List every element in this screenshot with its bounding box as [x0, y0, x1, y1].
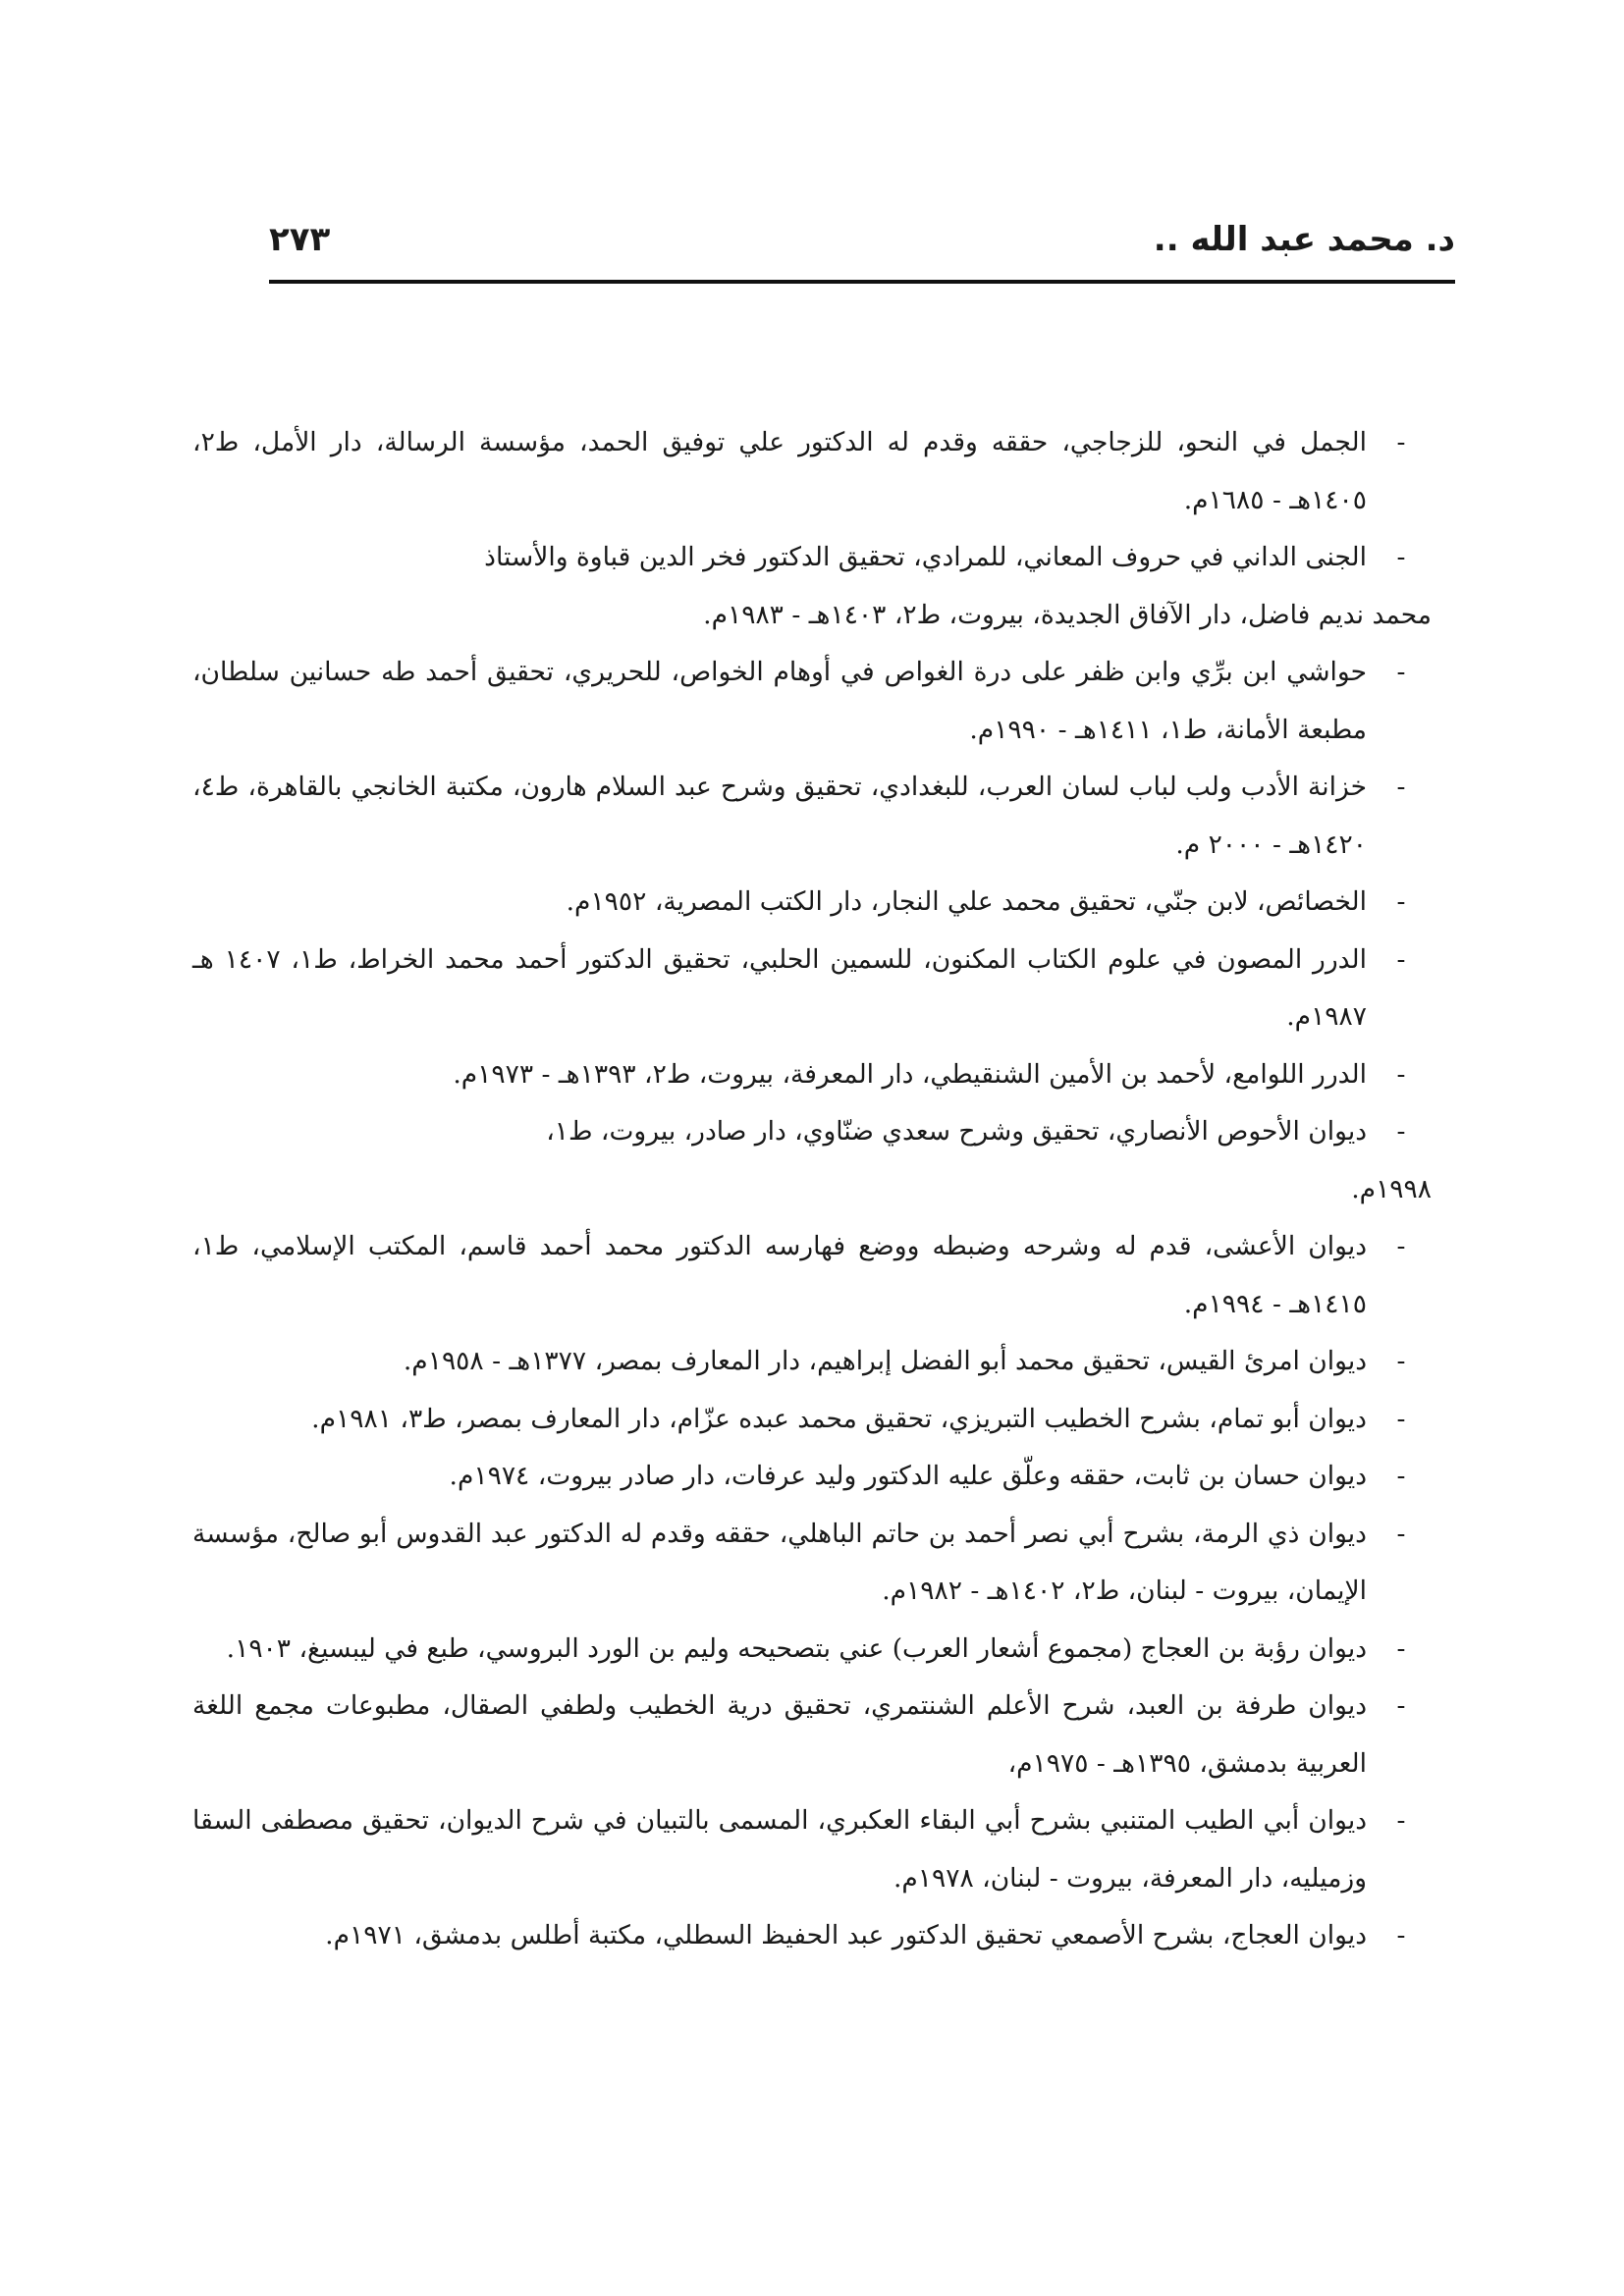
list-dash: -	[1396, 1116, 1406, 1147]
list-dash: -	[1396, 943, 1406, 975]
list-dash: -	[1396, 542, 1406, 572]
reference-text: ديوان حسان بن ثابت، حققه وعلّق عليه الدكتور وليد عرفات، دار صادر بيروت، ١٩٧٤م.	[449, 1461, 1367, 1491]
list-dash: -	[1396, 1690, 1406, 1721]
reference-text: ديوان أبي الطيب المتنبي بشرح أبي البقاء العكبري، المسمى بالتبيان في شرح الديوان، تحقيق مصطفى السقا وزميليه، دار المعرفة، بيروت - لبنان، ١٩٧٨م.	[192, 1805, 1367, 1894]
list-item	[192, 1678, 1428, 1792]
reference-text: الدرر اللوامع، لأحمد بن الأمين الشنقيطي، دار المعرفة، بيروت، ط٢، ١٣٩٣هـ - ١٩٧٣م.	[453, 1058, 1367, 1090]
list-item	[192, 932, 1428, 1046]
list-item	[192, 1046, 1428, 1104]
list-item	[192, 1333, 1428, 1391]
page-number: ٢٧٣	[269, 220, 331, 259]
reference-text: ديوان رؤبة بن العجاج (مجموع أشعار العرب) عني بتصحيحه وليم بن الورد البروسي، طبع في ليبسيغ، ١٩٠٣.	[226, 1632, 1367, 1664]
list-item	[192, 874, 1428, 932]
list-dash: -	[1396, 1632, 1406, 1664]
reference-list	[192, 414, 1432, 1965]
list-item	[192, 414, 1428, 529]
reference-text: خزانة الأدب ولب لباب لسان العرب، للبغدادي، تحقيق وشرح عبد السلام هارون، مكتبة الخانجي بالقاهرة، ط٤، ١٤٢٠هـ - ٢٠٠٠ م.	[192, 772, 1367, 860]
list-dash: -	[1396, 772, 1406, 802]
list-item	[192, 1621, 1428, 1679]
list-item	[192, 759, 1428, 874]
list-dash: -	[1396, 427, 1406, 457]
list-dash: -	[1396, 657, 1406, 687]
list-dash: -	[1396, 1805, 1406, 1836]
reference-text: ديوان العجاج، بشرح الأصمعي تحقيق الدكتور عبد الحفيظ السطلي، مكتبة أطلس بدمشق، ١٩٧١م.	[325, 1920, 1367, 1950]
reference-text: حواشي ابن برِّي وابن ظفر على درة الغواص في أوهام الخواص، للحريري، تحقيق أحمد طه حسانين سلطان، مطبعة الأمانة، ط١، ١٤١١هـ - ١٩٩٠م.	[192, 657, 1367, 745]
list-item	[192, 1218, 1428, 1333]
reference-text: ديوان امرئ القيس، تحقيق محمد أبو الفضل إبراهيم، دار المعارف بمصر، ١٣٧٧هـ - ١٩٥٨م.	[403, 1346, 1367, 1376]
list-item	[192, 1907, 1428, 1965]
header-author: د. محمد عبد الله ..	[1153, 220, 1455, 259]
list-dash: -	[1396, 886, 1406, 917]
list-item	[192, 1103, 1428, 1161]
reference-continuation: ١٩٩٨م.	[1351, 1173, 1432, 1204]
list-dash: -	[1396, 1461, 1406, 1491]
list-dash: -	[1396, 1231, 1406, 1261]
list-item	[192, 1448, 1428, 1506]
reference-continuation: محمد نديم فاضل، دار الآفاق الجديدة، بيروت، ط٢، ١٤٠٣هـ - ١٩٨٣م.	[703, 599, 1432, 630]
reference-text: ديوان أبو تمام، بشرح الخطيب التبريزي، تحقيق محمد عبده عزّام، دار المعارف بمصر، ط٣، ١٩٨١م.	[311, 1403, 1367, 1434]
reference-text: الجمل في النحو، للزجاجي، حققه وقدم له الدكتور علي توفيق الحمد، مؤسسة الرسالة، دار الأمل، ط٢، ١٤٠٥هـ - ١٦٨٥م.	[192, 427, 1367, 515]
list-item	[192, 1792, 1428, 1907]
reference-text: ديوان طرفة بن العبد، شرح الأعلم الشنتمري، تحقيق درية الخطيب ولطفي الصقال، مطبوعات مجمع اللغة العربية بدمشق، ١٣٩٥هـ - ١٩٧٥م،	[192, 1690, 1367, 1779]
reference-text: ديوان الأحوص الأنصاري، تحقيق وشرح سعدي ضنّاوي، دار صادر، بيروت، ط١،	[546, 1116, 1367, 1147]
reference-text: الجنى الداني في حروف المعاني، للمرادي، تحقيق الدكتور فخر الدين قباوة والأستاذ	[484, 542, 1367, 572]
list-dash: -	[1396, 1346, 1406, 1376]
list-dash: -	[1396, 1518, 1406, 1549]
reference-text: الخصائص، لابن جنّي، تحقيق محمد علي النجار، دار الكتب المصرية، ١٩٥٢م.	[566, 886, 1367, 917]
list-dash: -	[1396, 1920, 1406, 1950]
list-item	[192, 1506, 1428, 1621]
reference-text: ديوان ذي الرمة، بشرح أبي نصر أحمد بن حاتم الباهلي، حققه وقدم له الدكتور عبد القدوس أبو صالح، مؤسسة الإيمان، بيروت - لبنان، ط٢، ١٤٠٢هـ - ١٩٨٢م.	[192, 1518, 1367, 1606]
reference-text: ديوان الأعشى، قدم له وشرحه وضبطه ووضع فهارسه الدكتور محمد أحمد قاسم، المكتب الإسلامي، ط١، ١٤١٥هـ - ١٩٩٤م.	[192, 1231, 1367, 1319]
header-rule	[269, 280, 1455, 284]
reference-text: الدرر المصون في علوم الكتاب المكنون، للسمين الحلبي، تحقيق الدكتور أحمد محمد الخراط، ط١، ١٤٠٧ هـ ١٩٨٧م.	[192, 943, 1367, 1032]
list-item	[192, 644, 1428, 759]
list-item	[192, 1391, 1428, 1449]
list-dash: -	[1396, 1403, 1406, 1434]
running-header	[269, 214, 1455, 273]
list-dash: -	[1396, 1058, 1406, 1090]
list-item	[192, 529, 1428, 587]
